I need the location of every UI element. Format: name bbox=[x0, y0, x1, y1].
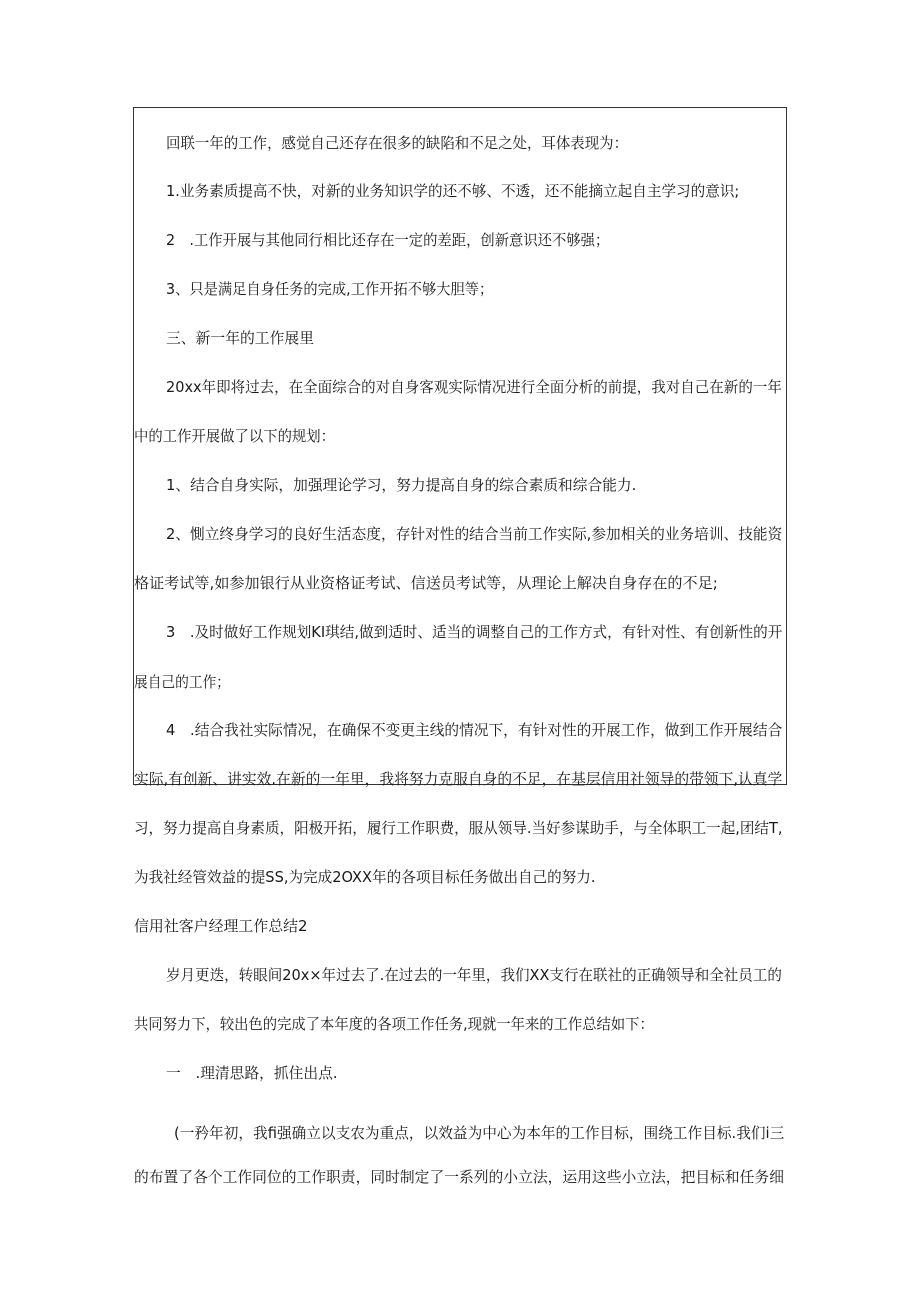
text-line: 1、结合自身实际，加强理论学习，努力提高自身的综合素质和综合能力. bbox=[166, 476, 637, 494]
text-line: 1.业务素质提高不快，对新的业务知识学的还不够、不透，还不能摘立起自主学习的意识; bbox=[166, 182, 740, 200]
text-line: 中的工作开展做了以下的规划： bbox=[134, 427, 336, 445]
document-subtitle: 信用社客户经理工作总结2 bbox=[134, 917, 308, 935]
bordered-text-frame bbox=[133, 107, 787, 785]
text-line: 2、惻立终身学习的良好生活态度，存针对性的结合当前工作实际,参加相关的业务培训、技能资 bbox=[166, 525, 783, 543]
text-line: 格证考试等,如参加银行从业资格证考试、信送员考试等，从理论上解决自身存在的不足; bbox=[134, 574, 718, 592]
text-line: 2 .工作开展与其他同行相比还存在一定的差距，创新意识还不够强； bbox=[166, 231, 610, 249]
text-line: 为我社经管效益的提SS,为完成2OXX年的各项目标任务做出自己的努力. bbox=[134, 868, 596, 886]
text-line: 展自己的工作； bbox=[134, 673, 231, 691]
text-line: 的布置了各个工作同位的工作职责，同时制定了一系列的小立法，运用这些小立法，把目标和任务细 bbox=[134, 1168, 784, 1186]
text-line: 实际,有创新、讲实效.在新的一年里，我将努力克服自身的不足，在基层信用社领导的带领下,认真学 bbox=[134, 770, 783, 788]
text-line: 共同努力下，较出色的完成了本年度的各项工作任务,现就一年来的工作总结如下： bbox=[134, 1015, 654, 1033]
text-line: 习，努力提高自身素质，阳极开拓，履行工作职费，服从领导.当好参谋助手，与全体职工一起,团结T, bbox=[134, 819, 783, 837]
section-heading: 三、新一年的工作展里 bbox=[166, 329, 315, 347]
text-line: 20xx年即将过去，在全面综合的对自身客观实际情况进行全面分析的前提，我对自己在新的一年 bbox=[166, 378, 782, 396]
text-line: 回联一年的工作，感觉自己还存在很多的缺陷和不足之处，耳体表现为： bbox=[166, 134, 629, 152]
text-line: 4 .结合我社实际情况，在确保不变更主线的情况下，有针对性的开展工作，做到工作开展结合 bbox=[166, 721, 783, 739]
text-line: 一 .理清思路，抓住出点. bbox=[166, 1064, 338, 1082]
text-line: 3 .及时做好工作规划KI琪结,做到适时、适当的调整自己的工作方式，有针对性、有创新性的开 bbox=[166, 623, 783, 641]
text-line: (一矜年初，我fi强确立以支农为重点，以效益为中心为本年的工作目标，围绕工作目标.我们i三 bbox=[174, 1124, 785, 1142]
text-line: 3、只是满足自身任务的完成,工作开拓不够大胆等； bbox=[166, 280, 494, 298]
text-line: 岁月更迭，转眼间20x×年过去了.在过去的一年里，我们XX支行在联社的正确领导和全社员工的 bbox=[166, 966, 782, 984]
